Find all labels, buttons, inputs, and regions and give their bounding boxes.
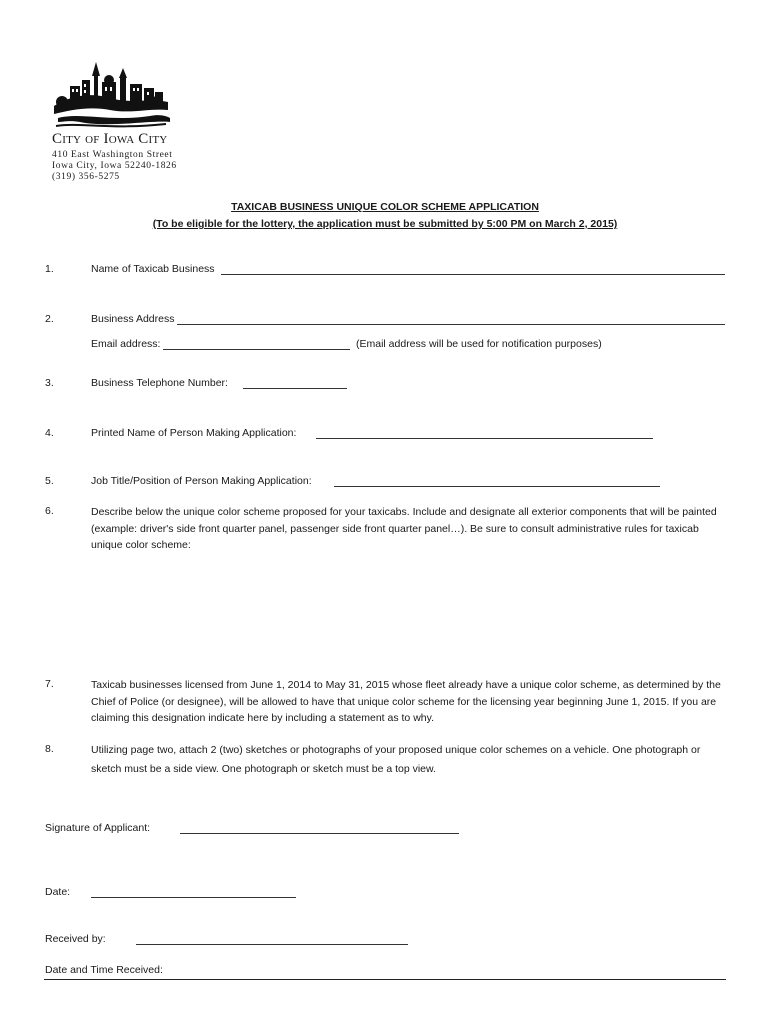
- signature-label: Signature of Applicant:: [45, 822, 151, 834]
- item-8-text: Utilizing page two, attach 2 (two) sketches or photographs of your proposed unique color schemes on a vehicle. One photograph or sketch must be a side view. One photograph or sketch must be a top view.: [91, 744, 701, 775]
- phone-number: (319) 356-5275: [52, 172, 120, 182]
- item-5-label: Job Title/Position of Person Making Application:: [91, 475, 312, 487]
- address-line-2: Iowa City, Iowa 52240-1826: [52, 161, 177, 171]
- item-3-label: Business Telephone Number:: [91, 377, 228, 389]
- email-field[interactable]: [163, 349, 350, 350]
- item-7-text: Taxicab businesses licensed from June 1, 2014 to May 31, 2015 whose fleet already have a unique color scheme, as determined by the Chief of Police (or designee), will be allowed to have that unique color scheme for the licensing year beginning June 1, 2015. If you are claiming this designation indicate here by including a statement as to why.: [91, 679, 721, 724]
- received-by-label: Received by:: [45, 933, 106, 945]
- city-name: City of Iowa City: [52, 131, 168, 147]
- color-scheme-description-area[interactable]: [91, 560, 725, 670]
- telephone-field[interactable]: [243, 388, 347, 389]
- form-title: TAXICAB BUSINESS UNIQUE COLOR SCHEME APPLICATION: [231, 201, 539, 213]
- item-3-number: 3.: [45, 377, 54, 389]
- bottom-rule: [44, 979, 726, 980]
- city-logo: [50, 62, 172, 132]
- address-line-1: 410 East Washington Street: [52, 150, 173, 160]
- form-subtitle: (To be eligible for the lottery, the application must be submitted by 5:00 PM on March 2, 2015): [152, 218, 618, 230]
- item-8-number: 8.: [45, 743, 54, 755]
- email-note: (Email address will be used for notification purposes): [356, 338, 602, 350]
- item-5-number: 5.: [45, 475, 54, 487]
- item-1-number: 1.: [45, 263, 54, 275]
- date-field[interactable]: [91, 897, 296, 898]
- date-time-received-label: Date and Time Received:: [45, 964, 163, 976]
- item-4-number: 4.: [45, 427, 54, 439]
- applicant-name-field[interactable]: [316, 438, 653, 439]
- item-4-label: Printed Name of Person Making Application:: [91, 427, 297, 439]
- item-7-number: 7.: [45, 678, 54, 690]
- business-address-field[interactable]: [177, 324, 725, 325]
- email-label: Email address:: [91, 338, 161, 350]
- received-by-field[interactable]: [136, 944, 408, 945]
- signature-field[interactable]: [180, 833, 459, 834]
- item-2-label: Business Address: [91, 313, 175, 325]
- item-6-number: 6.: [45, 505, 54, 517]
- item-2-number: 2.: [45, 313, 54, 325]
- job-title-field[interactable]: [334, 486, 660, 487]
- item-1-label: Name of Taxicab Business: [91, 263, 215, 275]
- business-name-field[interactable]: [221, 274, 725, 275]
- item-6-text: Describe below the unique color scheme proposed for your taxicabs. Include and designate all exterior components that will be painted (example: driver's side front quarter panel, passenger side front quarter panel…). Be sure to consult administrative rules for taxicab unique color scheme:: [91, 506, 717, 551]
- date-label: Date:: [45, 886, 71, 898]
